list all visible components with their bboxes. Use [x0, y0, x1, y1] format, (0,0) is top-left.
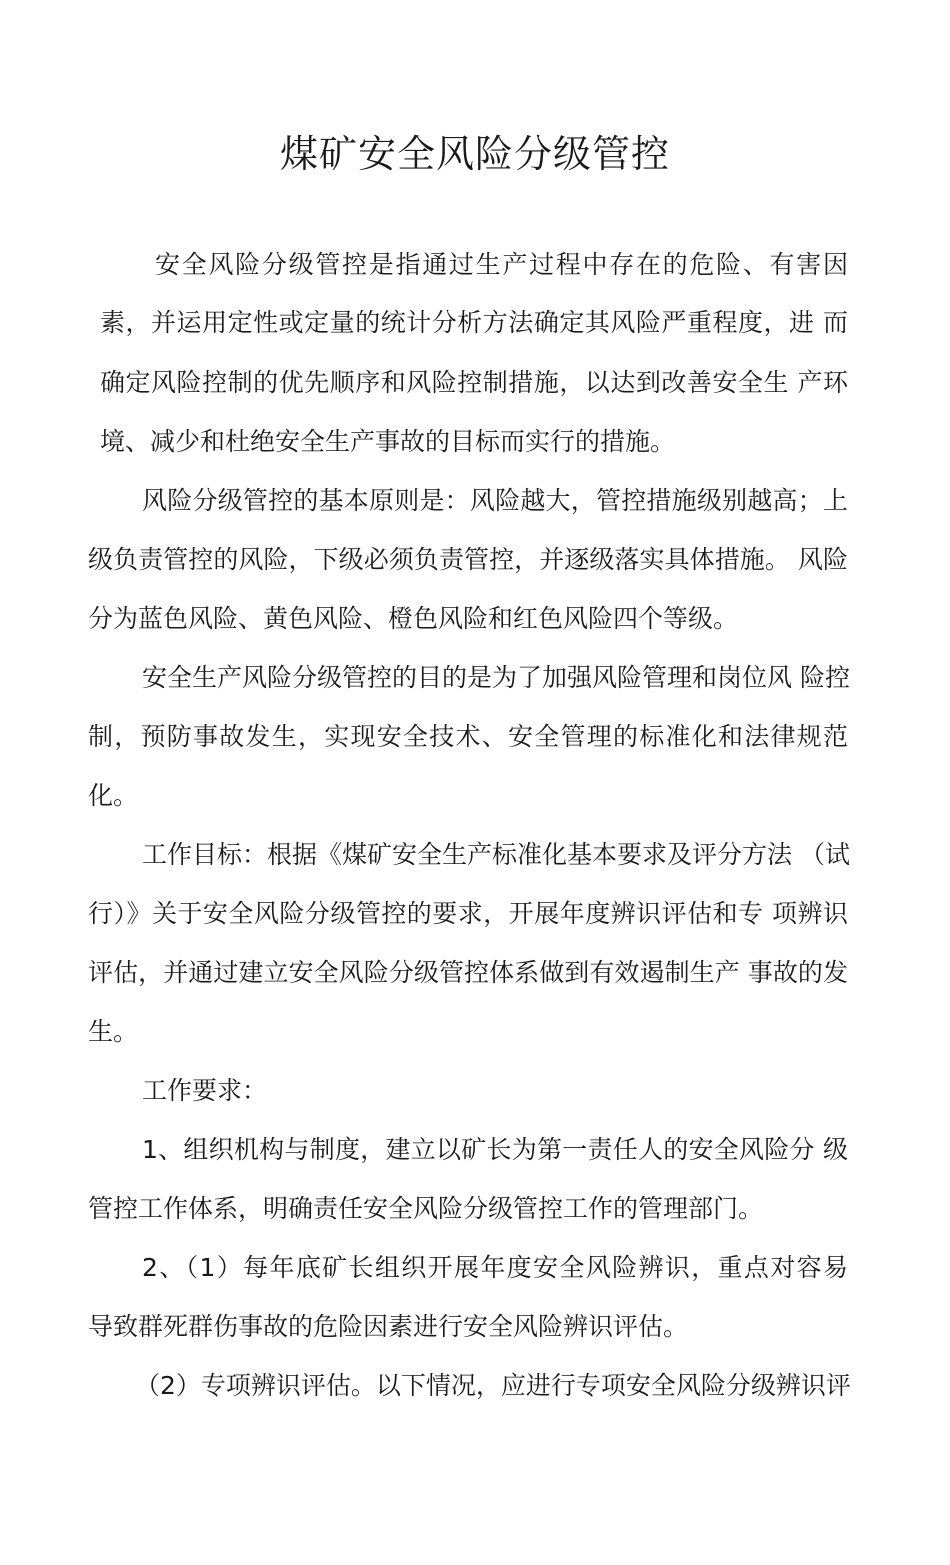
paragraph-line: 2、（1）每年底矿长组织开展年度安全风险辨识，重点对容易 — [142, 1253, 848, 1282]
paragraph-line: 素，并运用定性或定量的统计分析方法确定其风险严重程度，进 而 — [100, 308, 848, 337]
paragraph-line: 化。 — [88, 781, 139, 810]
paragraph-line: 安全生产风险分级管控的目的是为了加强风险管理和岗位风 险控 — [142, 663, 850, 692]
paragraph-line: 分为蓝色风险、黄色风险、橙色风险和红色风险四个等级。 — [88, 604, 739, 633]
document-title: 煤矿安全风险分级管控 — [279, 132, 670, 176]
paragraph-line: 境、减少和杜绝安全生产事故的目标而实行的措施。 — [100, 427, 676, 456]
paragraph-line: 1、组织机构与制度，建立以矿长为第一责任人的安全风险分 级 — [142, 1135, 848, 1164]
paragraph-line: 风险分级管控的基本原则是：风险越大，管控措施级别越高；上 — [142, 486, 848, 515]
paragraph-line: 级负责管控的风险，下级必须负责管控，并逐级落实具体措施。 风险 — [88, 545, 848, 574]
paragraph-line: 评估，并通过建立安全风险分级管控体系做到有效遏制生产 事故的发 — [88, 958, 848, 987]
paragraph-line: （2）专项辨识评估。以下情况，应进行专项安全风险分级辨识评 — [135, 1371, 851, 1400]
paragraph-line: 导致群死群伤事故的危险因素进行安全风险辨识评估。 — [88, 1312, 689, 1341]
paragraph-line: 工作目标：根据《煤矿安全生产标准化基本要求及评分方法 （试 — [142, 840, 850, 869]
paragraph-line: 生。 — [88, 1017, 139, 1046]
paragraph-line: 制，预防事故发生，实现安全技术、安全管理的标准化和法律规范 — [88, 722, 848, 751]
paragraph-line: 确定风险控制的优先顺序和风险控制措施，以达到改善安全生 产环 — [100, 368, 848, 397]
section-heading: 工作要求： — [142, 1076, 268, 1105]
paragraph-line: 管控工作体系，明确责任安全风险分级管控工作的管理部门。 — [88, 1194, 764, 1223]
paragraph-line: 安全风险分级管控是指通过生产过程中存在的危险、有害因 — [155, 250, 848, 279]
paragraph-line: 行）》关于安全风险分级管控的要求，开展年度辨识评估和专 项辨识 — [88, 899, 848, 928]
